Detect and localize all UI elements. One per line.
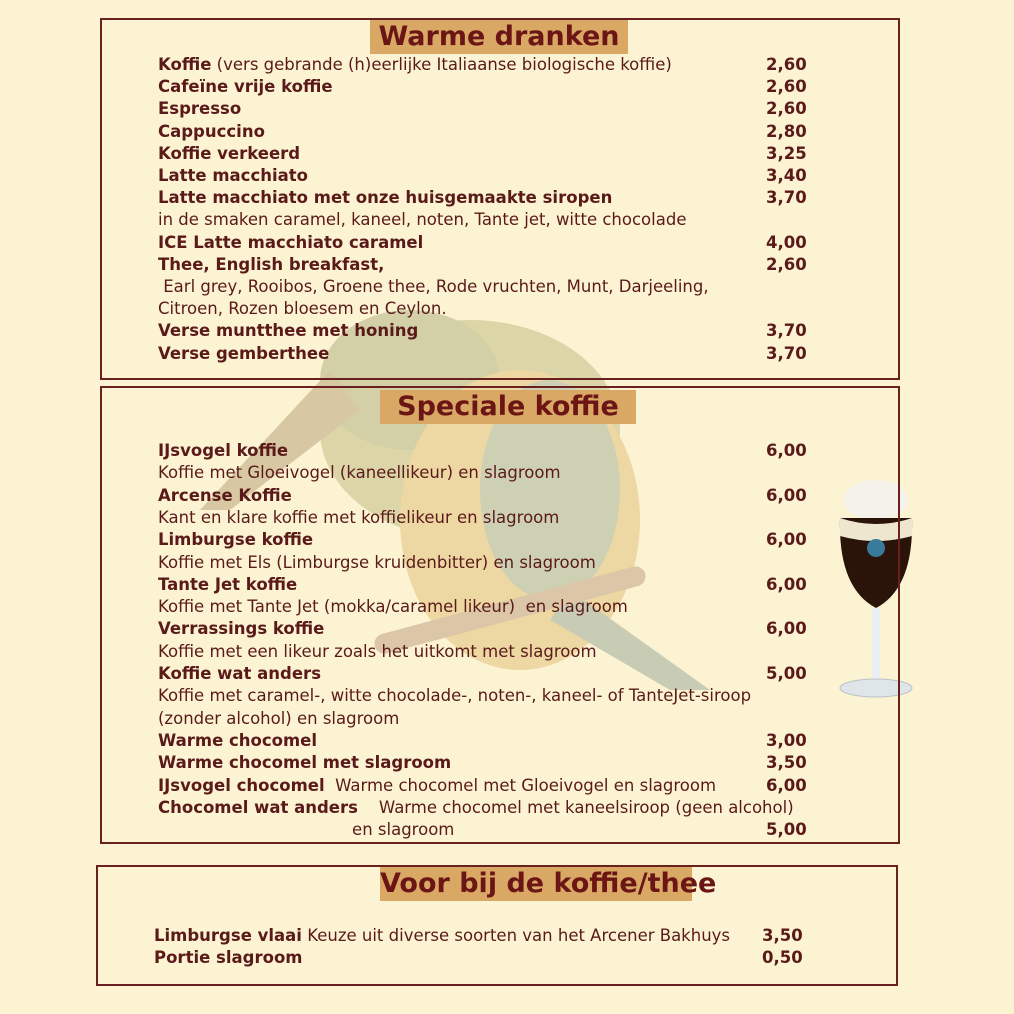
section-voor-bij-de-koffie bbox=[96, 865, 898, 986]
menu-item-price: 5,00 bbox=[766, 820, 807, 840]
menu-item bbox=[158, 462, 808, 484]
menu-item bbox=[158, 298, 808, 320]
menu-item bbox=[158, 797, 808, 819]
menu-item-price: 2,80 bbox=[766, 121, 807, 141]
menu-item-price: 3,70 bbox=[766, 321, 807, 341]
menu-item bbox=[158, 343, 808, 365]
menu-item bbox=[158, 254, 808, 276]
menu-item bbox=[158, 121, 808, 143]
menu-item-price: 3,70 bbox=[766, 343, 807, 363]
menu-item bbox=[158, 54, 808, 76]
menu-item bbox=[158, 232, 808, 254]
menu-item-name: Chocomel wat anders bbox=[158, 797, 358, 817]
menu-item-name: Latte macchiato met onze huisgemaakte siropen bbox=[158, 188, 613, 208]
menu-item-description: Citroen, Rozen bloesem en Ceylon. bbox=[158, 299, 447, 319]
menu-item bbox=[158, 440, 808, 462]
menu-item bbox=[154, 925, 804, 947]
menu-item-description: Koffie met Els (Limburgse kruidenbitter) en slagroom bbox=[158, 552, 596, 572]
menu-item-price: 2,60 bbox=[766, 254, 807, 274]
menu-item-description: (vers gebrande (h)eerlijke Italiaanse biologische koffie) bbox=[211, 55, 672, 74]
menu-item bbox=[158, 730, 808, 752]
menu-item-price: 6,00 bbox=[766, 619, 807, 639]
menu-item-price: 2,60 bbox=[766, 99, 807, 119]
menu-item-price: 3,00 bbox=[766, 730, 807, 750]
menu-item-name: Warme chocomel met slagroom bbox=[158, 753, 452, 773]
section-warme-dranken bbox=[100, 18, 900, 380]
menu-item-name: Verse gemberthee bbox=[158, 343, 330, 363]
menu-item-price: 5,00 bbox=[766, 664, 807, 683]
menu-item-name: Cappuccino bbox=[158, 121, 265, 141]
menu-item-price: 3,50 bbox=[766, 753, 807, 773]
menu-item-description: Koffie met Gloeivogel (kaneellikeur) en slagroom bbox=[158, 463, 561, 483]
menu-item-name: Verrassings koffie bbox=[158, 619, 325, 639]
menu-item bbox=[158, 507, 808, 529]
menu-item-description: Earl grey, Rooibos, Groene thee, Rode vruchten, Munt, Darjeeling, bbox=[158, 277, 709, 296]
menu-item-name: Koffie verkeerd bbox=[158, 143, 301, 163]
menu-item-name: Warme chocomel bbox=[158, 730, 318, 750]
menu-item-name: Cafeïne vrije koffie bbox=[158, 77, 333, 97]
menu-item bbox=[158, 209, 808, 231]
menu-item-description: Kant en klare koffie met koffielikeur en slagroom bbox=[158, 507, 560, 527]
menu-item bbox=[158, 485, 808, 507]
menu-item-price: 0,50 bbox=[762, 948, 803, 967]
menu-item bbox=[158, 529, 808, 551]
section-heading: Warme dranken bbox=[370, 20, 628, 54]
section-heading: Speciale koffie bbox=[380, 390, 636, 424]
menu-item-name: Limburgse koffie bbox=[158, 530, 314, 550]
menu-item bbox=[158, 819, 808, 841]
section-speciale-koffie bbox=[100, 386, 900, 844]
menu-item bbox=[158, 663, 808, 685]
menu-item-price: 6,00 bbox=[766, 530, 807, 550]
menu-item bbox=[158, 708, 808, 730]
menu-item bbox=[158, 596, 808, 618]
menu-item-description: (zonder alcohol) en slagroom bbox=[158, 708, 400, 728]
menu-item-description: Koffie met een likeur zoals het uitkomt met slagroom bbox=[158, 641, 597, 661]
menu-item-description: Warme chocomel met kaneelsiroop (geen alcohol) bbox=[357, 797, 794, 817]
menu-item-name: ICE Latte macchiato caramel bbox=[158, 232, 424, 252]
menu-item bbox=[158, 143, 808, 165]
menu-item-price: 6,00 bbox=[766, 775, 807, 795]
menu-item bbox=[158, 320, 808, 342]
menu-item-name: Latte macchiato bbox=[158, 166, 309, 185]
menu-item bbox=[158, 574, 808, 596]
menu-item-price: 2,60 bbox=[766, 55, 807, 74]
menu-item-name: IJsvogel koffie bbox=[158, 441, 289, 460]
menu-item-name: Portie slagroom bbox=[154, 948, 303, 967]
menu-item-price: 6,00 bbox=[766, 574, 807, 594]
menu-item-price: 4,00 bbox=[766, 232, 807, 252]
menu-item-price: 3,40 bbox=[766, 166, 807, 185]
menu-item bbox=[154, 947, 804, 969]
menu-item-price: 3,25 bbox=[766, 143, 807, 163]
menu-item-price: 2,60 bbox=[766, 77, 807, 97]
menu-item bbox=[158, 752, 808, 774]
menu-item-description: in de smaken caramel, kaneel, noten, Tante jet, witte chocolade bbox=[158, 210, 687, 230]
menu-item bbox=[158, 187, 808, 209]
menu-item-description: Warme chocomel met Gloeivogel en slagroom bbox=[324, 775, 717, 795]
menu-item-name: Koffie wat anders bbox=[158, 664, 322, 683]
menu-item-price: 6,00 bbox=[766, 441, 807, 460]
menu-item bbox=[158, 165, 808, 187]
menu-item-description: en slagroom bbox=[158, 820, 455, 840]
menu-item bbox=[158, 276, 808, 298]
menu-item bbox=[158, 76, 808, 98]
menu-item-name: Limburgse vlaai bbox=[154, 926, 302, 945]
menu-item-name: IJsvogel chocomel bbox=[158, 775, 325, 795]
menu-item-name: Espresso bbox=[158, 99, 242, 119]
menu-item-name: Koffie bbox=[158, 55, 212, 74]
menu-item-price: 3,70 bbox=[766, 188, 807, 208]
menu-item-description: Keuze uit diverse soorten van het Arcener Bakhuys bbox=[301, 926, 731, 945]
section-heading: Voor bij de koffie/thee bbox=[380, 868, 717, 899]
menu-item bbox=[158, 641, 808, 663]
menu-item-name: Verse muntthee met honing bbox=[158, 321, 419, 341]
menu-item-name: Arcense Koffie bbox=[158, 485, 292, 505]
menu-item bbox=[158, 552, 808, 574]
menu-item bbox=[158, 775, 808, 797]
menu-item-price: 3,50 bbox=[762, 926, 803, 945]
menu-item-description: Koffie met Tante Jet (mokka/caramel likeur) en slagroom bbox=[158, 597, 628, 617]
menu-item-name: Tante Jet koffie bbox=[158, 574, 298, 594]
menu-item bbox=[158, 98, 808, 120]
menu-item bbox=[158, 618, 808, 640]
menu-item bbox=[158, 685, 808, 707]
menu-item-description: Koffie met caramel-, witte chocolade-, noten-, kaneel- of TanteJet-siroop bbox=[158, 686, 752, 706]
menu-item-price: 6,00 bbox=[766, 485, 807, 505]
menu-item-name: Thee, English breakfast, bbox=[158, 254, 385, 274]
